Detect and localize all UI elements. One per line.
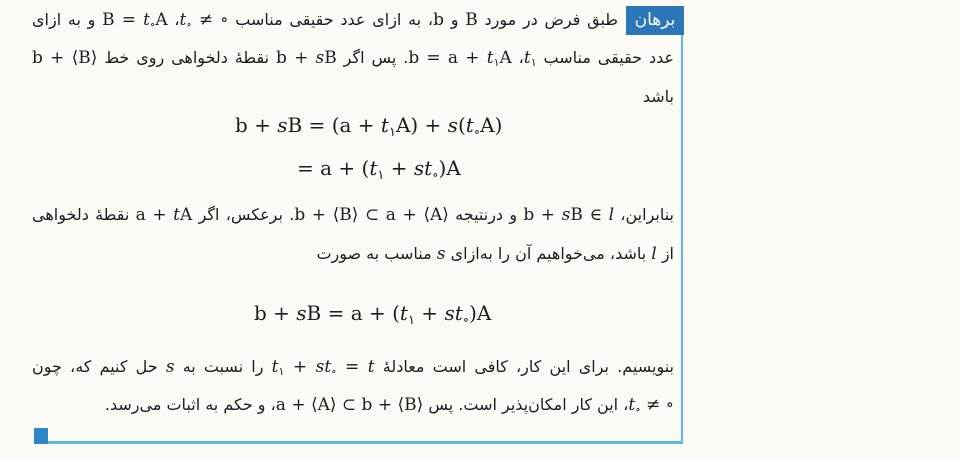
- proof-badge: برهان: [626, 6, 684, 35]
- proof-border-bottom-rule: [44, 441, 683, 444]
- proof-paragraph2-line2: [316, 241, 674, 267]
- math-run: b + sB ∈ l: [523, 205, 615, 225]
- persian-text: عدد حقیقی مناسب: [536, 48, 675, 67]
- display-equation1-line2: [297, 154, 461, 184]
- display-equation1-line1: [235, 111, 502, 141]
- persian-text: و: [443, 10, 466, 29]
- persian-text: و به ازای: [32, 10, 103, 29]
- math-run: b + sB: [275, 48, 337, 68]
- math-run: b: [433, 10, 444, 30]
- math-run: a + ⟨A⟩ ⊂ b + ⟨B⟩: [275, 395, 424, 415]
- persian-text: حل کنیم که، چون: [32, 357, 166, 376]
- math-run: $t_\circ$ ≠ ∘: [179, 10, 229, 31]
- persian-text: از: [656, 244, 674, 263]
- math-run: a + tA: [135, 205, 193, 225]
- persian-text: نقطۀ دلخواهی: [32, 205, 136, 224]
- math-run: l: [651, 244, 657, 264]
- math-run: b + ⟨B⟩: [32, 48, 98, 68]
- math-run: b + sB = $(a + t_۱A) + s(t_\circ A)$: [235, 113, 503, 140]
- display-equation2: [254, 299, 491, 329]
- math-run: b + sB = $a + (t_۱ + st_\circ)A$: [254, 301, 492, 328]
- persian-text: طبق فرض در مورد: [477, 10, 619, 29]
- math-run: $B = t_\circ A$: [102, 10, 168, 31]
- proof-paragraph3-line1: [32, 354, 674, 380]
- persian-text: . پس اگر: [336, 48, 409, 67]
- persian-text: ، این کار امکان‌پذیر است. پس: [423, 395, 629, 414]
- persian-text: ،: [167, 10, 180, 29]
- proof-paragraph1-line1: [32, 7, 618, 33]
- proof-paragraph3-line2: [105, 392, 674, 418]
- persian-text: مناسب به صورت: [316, 244, 437, 263]
- math-run: $t_۱$: [523, 48, 537, 69]
- math-run: s: [436, 244, 446, 264]
- persian-text: باشد، می‌خواهیم آن را به‌ازای: [445, 244, 652, 263]
- qed-square: [34, 428, 48, 444]
- math-run: $t_۱ + st_\circ = t$: [271, 357, 375, 378]
- persian-text: ، به ازای عدد حقیقی مناسب: [228, 10, 434, 29]
- math-run: = $a + (t_۱ + st_\circ)A$: [297, 156, 461, 183]
- proof-paragraph1-line3: [643, 84, 674, 110]
- math-run: $t_\circ$ ≠ ∘: [628, 395, 674, 416]
- math-run: B: [465, 10, 478, 30]
- proof-border-right-rule: [681, 35, 683, 443]
- persian-text: بنابراین،: [614, 205, 675, 224]
- persian-text: ،: [511, 48, 524, 67]
- math-run: b + ⟨B⟩ ⊂ a + ⟨A⟩: [294, 205, 449, 225]
- persian-text: بنویسیم. برای این کار، کافی است معادلۀ: [374, 357, 674, 376]
- persian-text: ، و حکم به اثبات می‌رسد.: [104, 395, 276, 414]
- math-run: s: [165, 357, 175, 377]
- proof-paragraph2-line1: [32, 202, 674, 228]
- persian-text: و درنتیجه: [448, 205, 524, 224]
- persian-text: را نسبت به: [174, 357, 272, 376]
- proof-paragraph1-line2: [32, 45, 674, 71]
- persian-text: نقطۀ دلخواهی روی خط: [97, 48, 276, 67]
- persian-text: باشد: [642, 87, 674, 106]
- persian-text: . برعکس، اگر: [192, 205, 295, 224]
- math-run: $b = a + t_۱A$: [408, 48, 512, 69]
